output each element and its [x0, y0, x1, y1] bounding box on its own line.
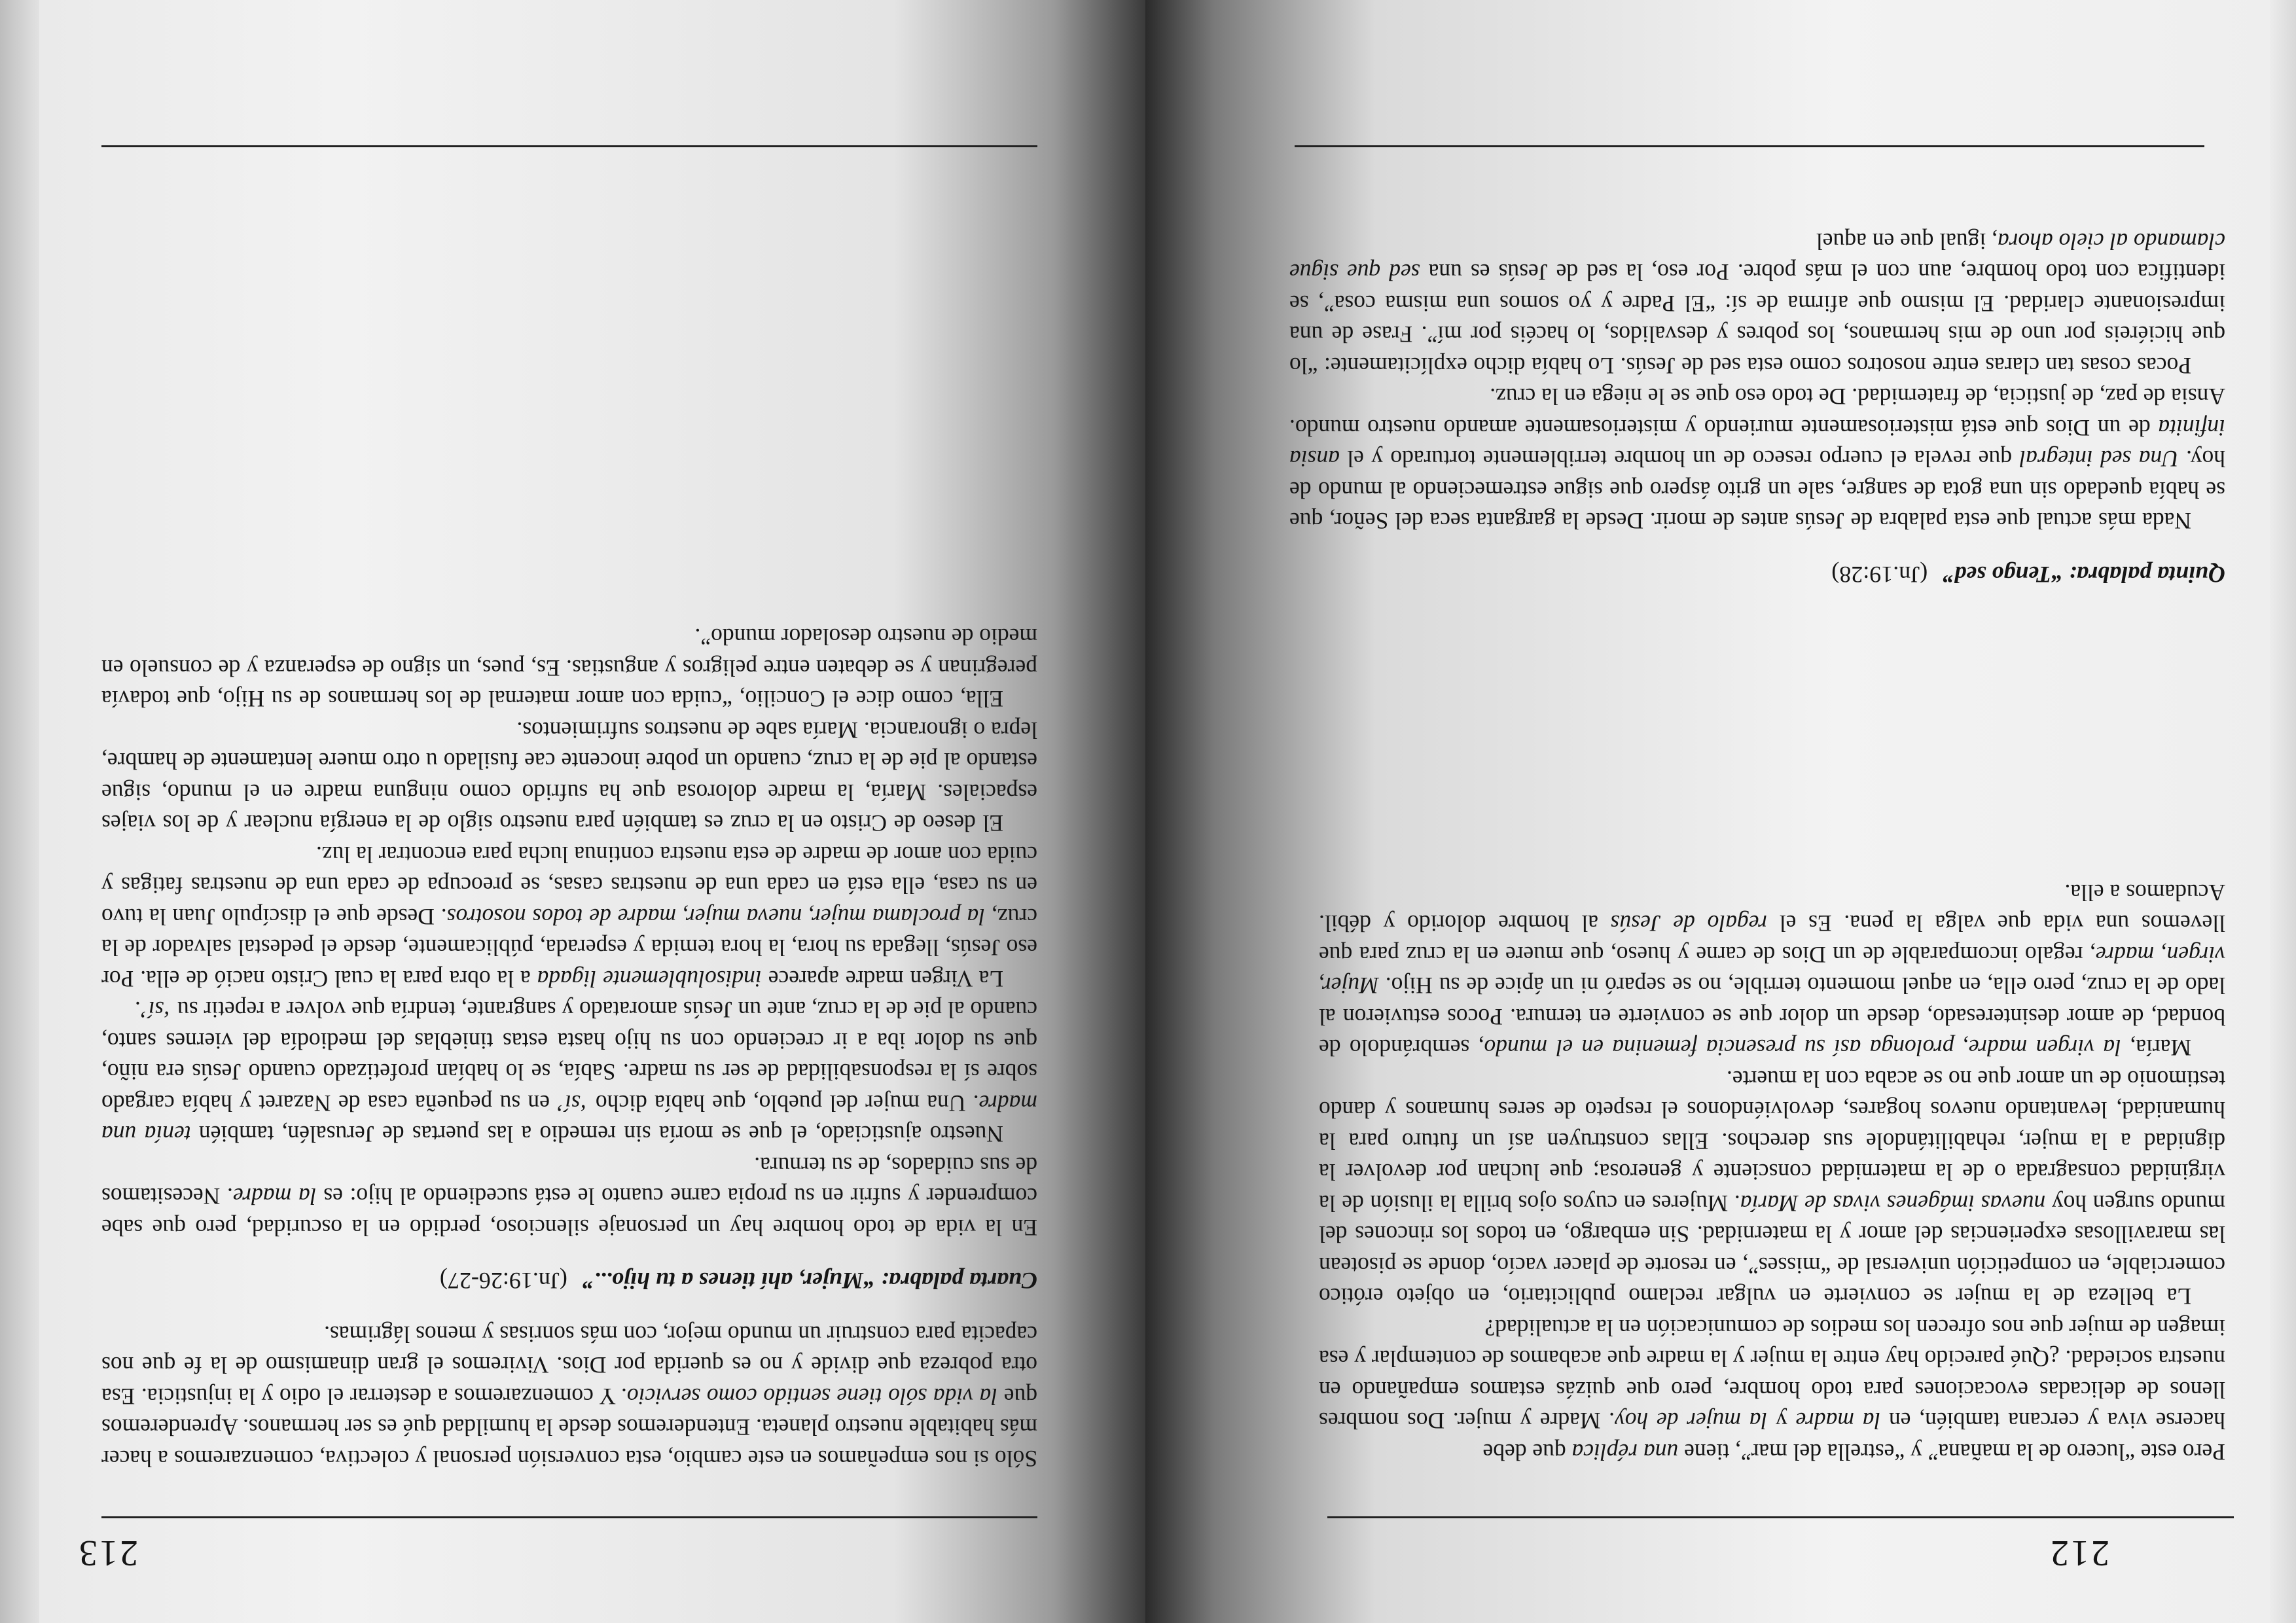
paragraph: [101, 994, 1037, 1150]
text-run: .: [134, 997, 141, 1024]
italic-text: una réplica: [1571, 1439, 1679, 1465]
italic-text: nuevas imágenes vivas de María: [1740, 1190, 2046, 1217]
text-run: , regalo incomparable de un Dios de carne y hueso, que muere en la cruz para que llevemos una vida que valga la pena. Es el: [1319, 910, 2225, 968]
italic-text: ‘sí’: [557, 1090, 588, 1116]
heading-quote: “Tengo sed”: [1943, 562, 2063, 588]
page-212: [1145, 0, 2296, 1623]
italic-text: la virgen madre, prolonga así su presencia femenina en el mundo: [1484, 1035, 2121, 1061]
italic-text: la mujer de hoy: [1615, 1408, 1768, 1435]
text-block: [101, 621, 1037, 1474]
text-run: La belleza de la mujer se convierte en vulgar reclamo publicitario, en objeto erótico comerciable, en competición universal de “misses”, en resorte de placer vacío, donde se pisotean las maravillosas experiencias del amor y la maternidad. Sin embargo, en todos los rincones del mundo surgen hoy: [1319, 1190, 2225, 1310]
paragraph: [1319, 1063, 2225, 1312]
paragraph: [1319, 1312, 2225, 1436]
page-213: [0, 0, 1145, 1623]
paragraph-group: [101, 1319, 1037, 1474]
paragraph-group: [101, 621, 1037, 1243]
text-run: Nuestro ajusticiado, el que se moría sin remedio a las puertas de Jerusalén, también: [190, 1121, 1003, 1148]
text-block: [1319, 877, 2225, 1468]
paragraph: [1319, 877, 2225, 1063]
text-run: Pero este “lucero de la mañana” y “estrella del mar”, tiene: [1678, 1439, 2225, 1465]
header-rule: [101, 1516, 1037, 1518]
paragraph: [101, 839, 1037, 995]
italic-text: la proclama mujer, nueva mujer, madre de todos nosotros: [446, 904, 986, 930]
italic-text: regalo de Jesús: [1610, 910, 1767, 937]
text-run: . Una mujer del pueblo, que había dicho: [588, 1090, 979, 1116]
italic-text: la vida sólo tiene sentido como servicio: [626, 1383, 998, 1410]
text-run: La Virgen madre aparece: [761, 966, 1003, 992]
italic-text: la madre: [232, 1183, 317, 1210]
page-number: 213: [77, 1533, 138, 1573]
text-run: al hombre dolorido y débil. Acudamos a ella.: [1319, 880, 2225, 937]
text-run: . Desde que el discípulo Juan la tuvo en su casa, ella está en cada una de nuestras casas, se preocupa de cada una de nuestras fatigas y cuida con amor de madre de esta nuestra continua lucha para encontrar la luz.: [101, 842, 1037, 930]
italic-text: indisolublemente ligada: [537, 966, 762, 992]
paragraph: [1319, 1436, 2225, 1468]
header-rule: [1327, 1516, 2234, 1518]
heading-reference: (Jn.19:26-27): [439, 1268, 567, 1294]
page-edge: [2270, 0, 2296, 1623]
section-heading: Cuarta palabra: “Mujer, ahí tienes a tu hijo...” (Jn.19:26-27): [439, 1268, 1037, 1294]
text-run: en su pequeña casa de Nazaret y había cargado sobre sí la responsabilidad de ser su madre. Sabía, se lo habían profetizado cuando Jesús era niño, que su dolor iba a ir creciendo con su hijo hasta estas tinieblas del mediodía del viernes santo, cuando al pie de la cruz, ante un Jesús amoratado y sangrante, tendría que volver a repetir su: [101, 997, 1037, 1116]
page-edge: [0, 0, 39, 1623]
paragraph: [101, 1319, 1037, 1474]
heading-label: Quinta palabra: [2076, 562, 2225, 588]
text-run: , igual que en aquel: [1816, 228, 1998, 255]
page-number: 212: [2049, 1533, 2109, 1573]
paragraph: [101, 1150, 1037, 1243]
italic-text: Una sed integral: [2019, 446, 2179, 473]
text-run: a la obra para la cual Cristo nació de ella. Por eso Jesús, llegada su hora, la hora temida y esperada, públicamente, desde el pedestal salvador de la cruz,: [101, 904, 1037, 992]
text-run: María,: [2121, 1035, 2191, 1061]
text-run: . Y comenzaremos a desterrar el odio y la injusticia. Esa otra pobreza que divide y no es querida por Dios. Viviremos el gran dinamismo de la fe que nos capacita para construir un mundo mejor, con más sonrisas y menos lágrimas.: [101, 1321, 1037, 1410]
heading-label: Cuarta palabra: [888, 1268, 1037, 1294]
italic-text: Mujer, virgen, madre: [1319, 942, 2225, 999]
text-run: . Mujeres en cuyos ojos brilla la ilusión de la virginidad consagrada o de la maternidad consciente y generosa; que luchan por devolver la dignidad a la mujer, rehabilitándole sus derechos. Ellas construyen así un futuro para la humanidad, levantando nuevos hogares, devolviéndonos el respeto de seres humanos y dando testimonio de un amor que no se acaba con la muerte.: [1318, 1066, 2225, 1217]
text-run: que debe: [1482, 1439, 1572, 1465]
italic-text: ansia infinita: [1289, 415, 2225, 473]
text-run: que revela el cuerpo reseco de un hombre terriblemente torturado y el: [1339, 446, 2020, 473]
text-run: En la vida de todo hombre hay un personaje silencioso, perdido en la oscuridad, pero que sabe comprender y sufrir en su propia carne cuanto le está sucediendo al hijo: es: [101, 1183, 1037, 1241]
paragraph: [101, 621, 1037, 715]
text-run: , sembrándolo de bondad, de amor desinteresado, desde un dolor que se convierte en ternura. Pocos estuvieron al lado de la cruz, pero ella, en aquel momento terrible, no se separó ni un ápice de su Hijo.: [1319, 972, 2225, 1061]
italic-text: sed que sigue clamando al cielo ahora: [1289, 228, 2225, 286]
italic-text: ‘sí’: [140, 997, 172, 1024]
text-run: Pocas cosas tan claras entre nosotros como esta sed de Jesús. Lo había dicho explícitamente: “lo que hiciéreis por uno de mis hermanos, los pobres y desvalidos, lo hacéis por mí”. Frase de una impresionante claridad. El mismo que afirma de sí: “El Padre y yo somos una misma cosa”, se identifica con todo hombre, aun con el más pobre. Por eso, la sed de Jesús es una: [1289, 259, 2225, 379]
text-block: [1289, 226, 2225, 613]
text-run: Ella, como dice el Concilio, “cuida con amor maternal de los hermanos de su Hijo, que todavía peregrinan y se debaten entre peligros y angustias. Es, pues, un signo de esperanza y de consuelo en medio de nuestro desolador mundo”.: [101, 624, 1037, 713]
heading-quote: “Mujer, ahí tienes a tu hijo...”: [582, 1268, 875, 1294]
italic-text: tenía una madre: [101, 1090, 1037, 1148]
text-run: El deseo de Cristo en la cruz es también para nuestro siglo de la energía nuclear y de los viajes espaciales. María, la madre dolorosa que ha sufrido como ninguna madre en el mundo, sigue estando al pie de la cruz, cuando un pobre inocente cae fusilado u otro muere lentamente de hambre, lepra o ignorancia. María sabe de nuestros sufrimientos.: [101, 717, 1037, 837]
paragraph: [1289, 226, 2225, 382]
text-run: y: [1767, 1408, 1796, 1435]
section-heading: Quinta palabra: “Tengo sed” (Jn.19:28): [1831, 562, 2225, 588]
paragraph: [1289, 381, 2225, 537]
text-run: Nada más actual que esta palabra de Jesús antes de morir. Desde la garganta seca del Señor, que se había quedado sin una gota de sangre, sale un grito áspero que sigue estremeciendo al mundo de hoy.: [1289, 446, 2225, 535]
paragraph-group: [1319, 877, 2225, 1468]
text-run: . Necesitamos de sus cuidados, de su ternura.: [101, 1152, 1037, 1210]
paragraph: [101, 715, 1037, 839]
text-run: hacerse viva y cercana también, en: [1880, 1408, 2225, 1435]
text-run: Sólo si nos empeñamos en este cambio, esta conversión personal y colectiva, comenzaremos a hacer más habitable nuestro planeta. Entenderemos desde la humildad qué es ser hermanos. Aprenderemos que: [101, 1383, 1037, 1472]
footer-rule: [101, 145, 1037, 147]
text-run: . Madre y mujer. Dos nombres llenos de delicadas evocaciones para todo hombre, pero que quizás estamos empañando en nuestra sociedad. ¿Qué parecido hay entre la mujer y la madre que acabamos de contemplar y esa imagen de mujer que nos ofrecen los medios de comunicación en la actualidad?: [1318, 1315, 2225, 1435]
italic-text: la madre: [1795, 1408, 1881, 1435]
footer-rule: [1295, 145, 2204, 147]
heading-reference: (Jn.19:28): [1831, 562, 1928, 588]
text-run: de un Dios que está misteriosamente muriendo y misteriosamente amando nuestro mundo. Ansia de paz, de justicia, de fraternidad. De todo eso que se le niega en la cruz.: [1289, 383, 2225, 441]
paragraph-group: [1289, 226, 2225, 537]
